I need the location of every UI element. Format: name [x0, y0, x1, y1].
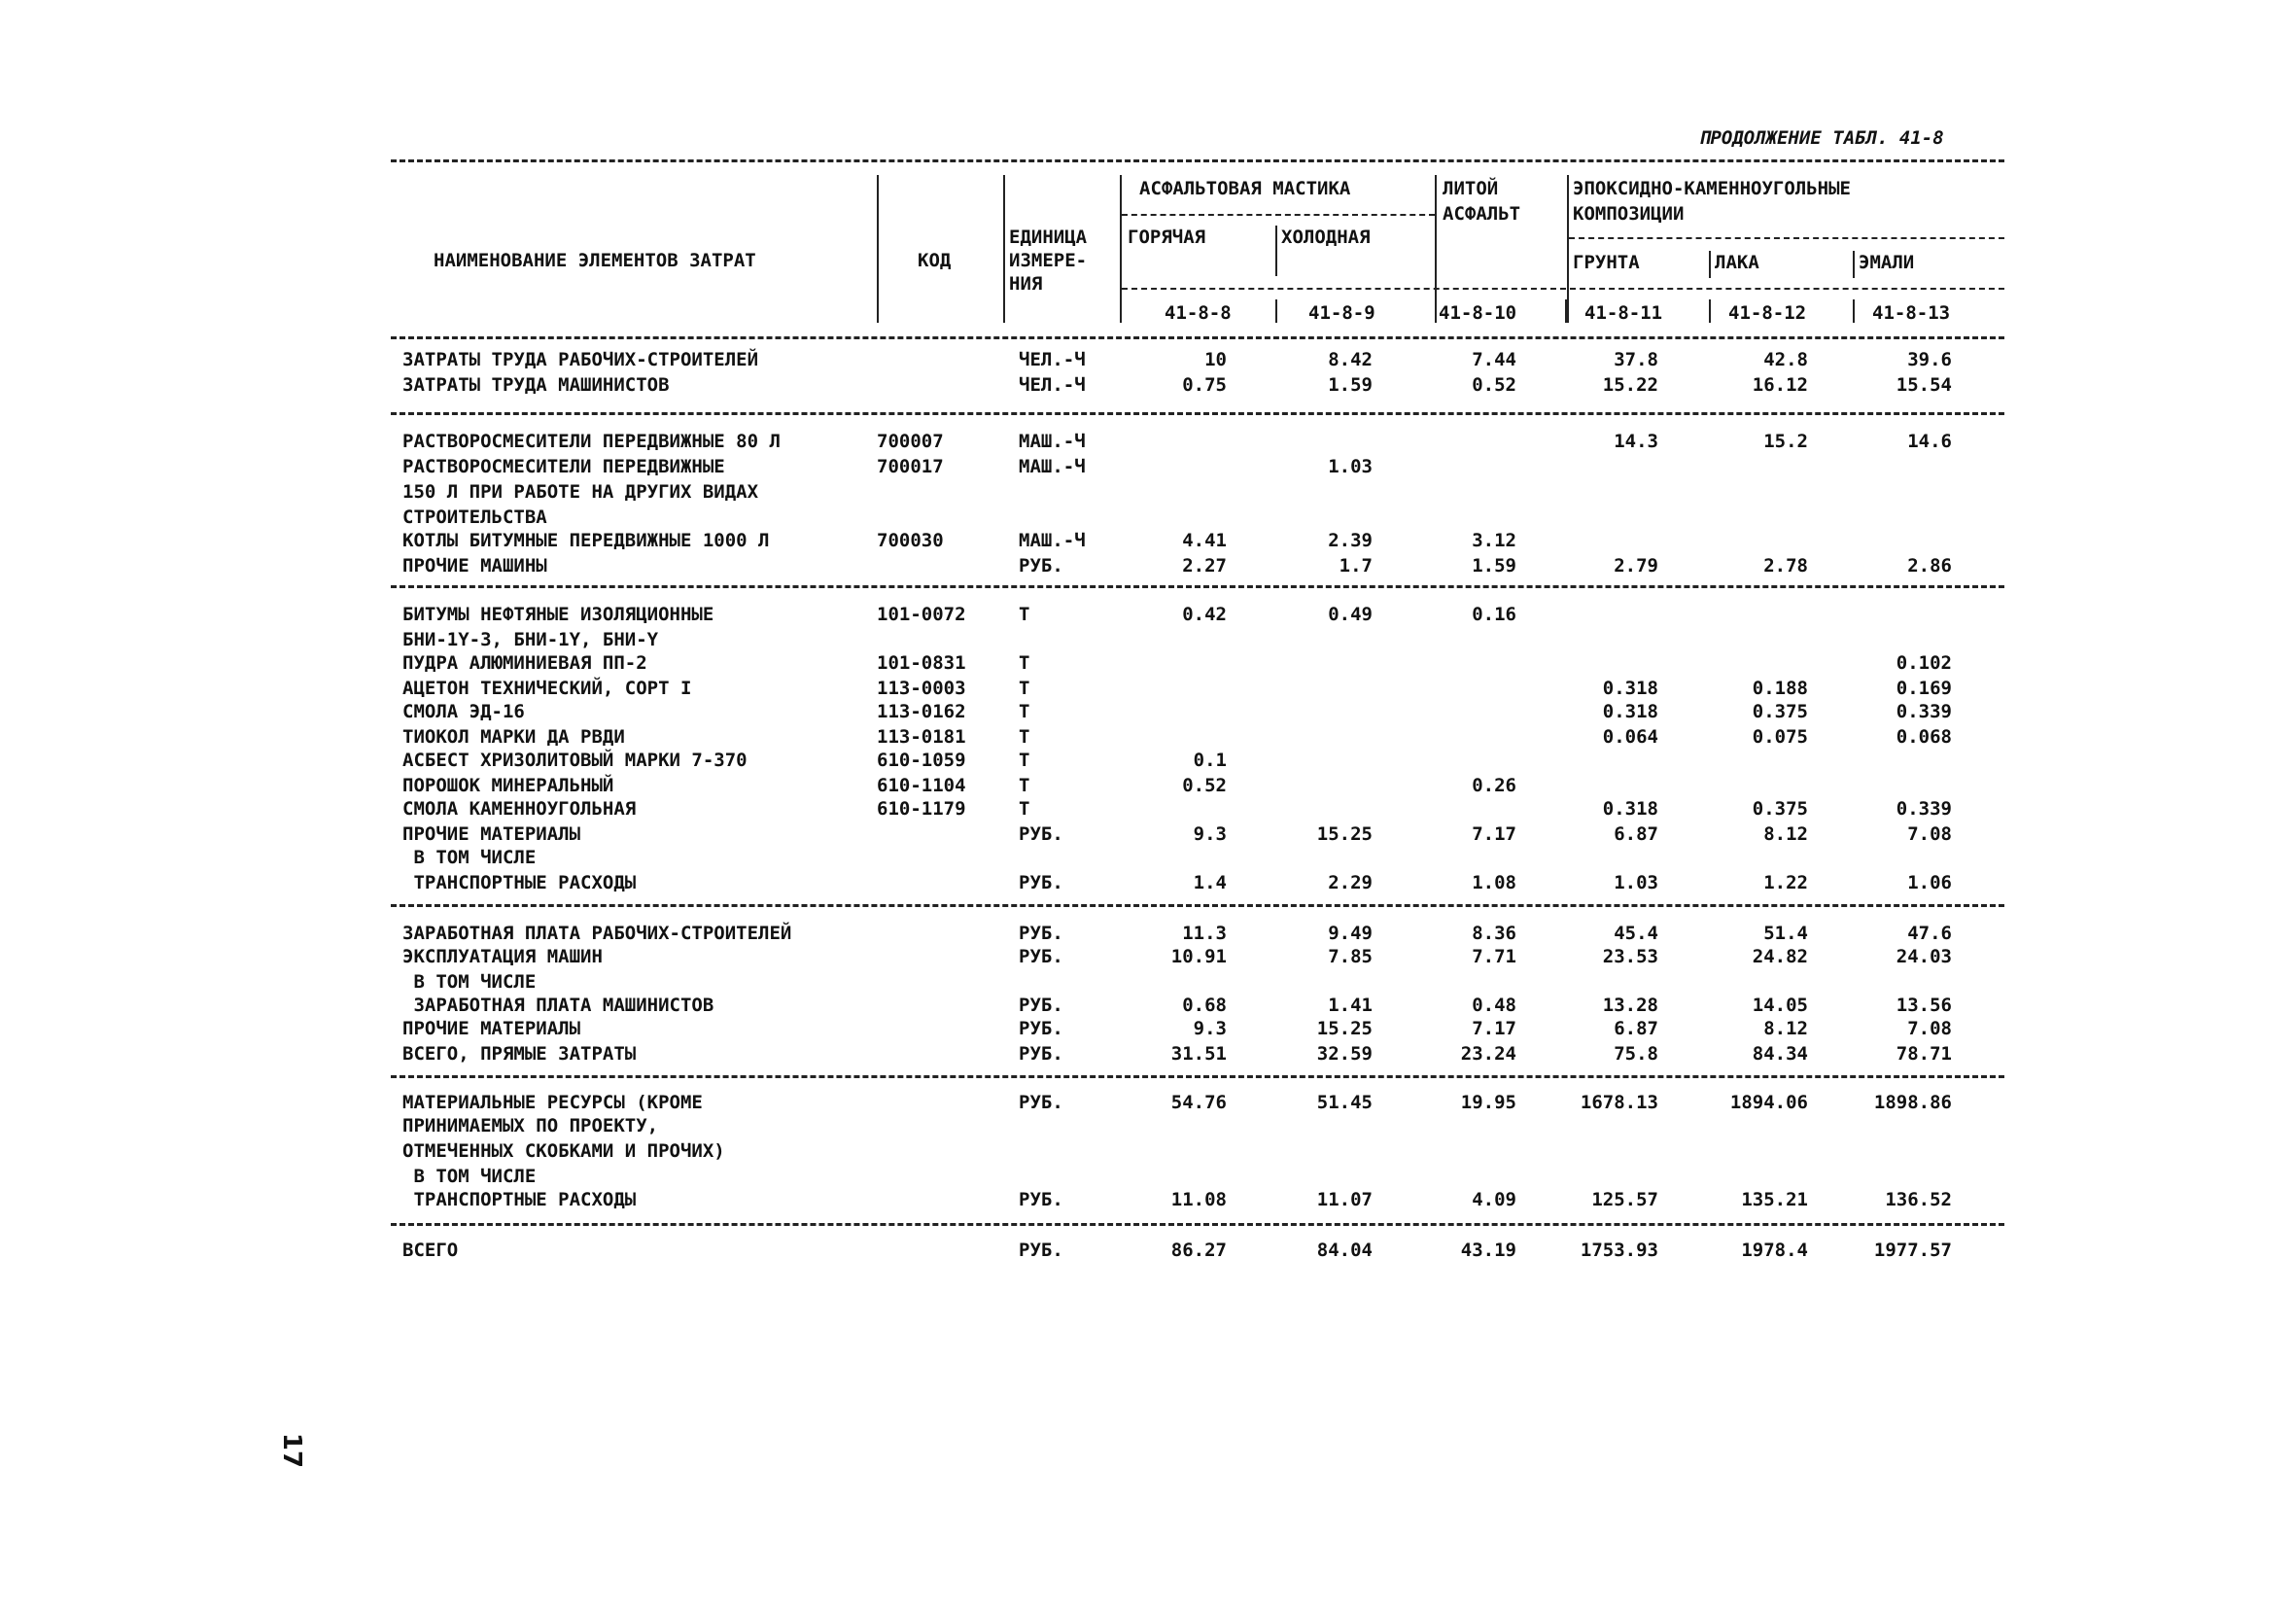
row-value-41-8-8: 0.42	[1182, 604, 1227, 625]
header-group-epoxy-line2: КОМПОЗИЦИИ	[1573, 203, 1685, 225]
row-value-41-8-13: 78.71	[1896, 1043, 1952, 1065]
row-value-41-8-9: 2.29	[1328, 872, 1373, 893]
row-value-41-8-12: 84.34	[1752, 1043, 1808, 1065]
header-separator-asphalt-cast	[1435, 175, 1437, 323]
header-separator-code-unit	[1003, 175, 1005, 323]
row-value-41-8-10: 3.12	[1472, 530, 1516, 551]
row-unit: РУБ.	[1019, 823, 1063, 845]
row-value-41-8-12: 8.12	[1763, 823, 1808, 845]
row-value-41-8-8: 31.51	[1170, 1043, 1227, 1065]
row-name: РАСТВОРОСМЕСИТЕЛИ ПЕРЕДВИЖНЫЕ 80 Л	[402, 431, 781, 452]
row-unit: Т	[1019, 701, 1030, 722]
row-value-41-8-10: 0.48	[1472, 995, 1516, 1016]
header-separator-lacquer-enamel	[1853, 251, 1855, 278]
row-value-41-8-11: 13.28	[1602, 995, 1658, 1016]
continuation-label: ПРОДОЛЖЕНИЕ ТАБЛ. 41-8	[1699, 127, 1944, 149]
row-code: 610-1179	[877, 798, 966, 820]
row-name: ВСЕГО	[402, 1240, 459, 1261]
row-name: ПРОЧИЕ МАШИНЫ	[402, 555, 547, 577]
row-value-41-8-13: 136.52	[1885, 1189, 1952, 1210]
row-value-41-8-9: 84.04	[1316, 1240, 1373, 1261]
row-name: ТРАНСПОРТНЫЕ РАСХОДЫ	[402, 1189, 637, 1210]
row-value-41-8-11: 0.318	[1602, 798, 1658, 820]
row-unit: Т	[1019, 652, 1030, 674]
row-value-41-8-11: 23.53	[1602, 946, 1658, 967]
header-group-cast-asphalt-line1: ЛИТОЙ	[1443, 178, 1499, 199]
row-value-41-8-13: 47.6	[1907, 923, 1952, 944]
row-unit: РУБ.	[1019, 1092, 1063, 1113]
row-value-41-8-11: 2.79	[1614, 555, 1658, 577]
row-name: АСБЕСТ ХРИЗОЛИТОВЫЙ МАРКИ 7-370	[402, 750, 748, 771]
section-rule-5	[391, 1223, 2004, 1226]
row-value-41-8-13: 0.339	[1896, 798, 1952, 820]
row-value-41-8-10: 1.59	[1472, 555, 1516, 577]
row-value-41-8-11: 125.57	[1591, 1189, 1658, 1210]
row-value-41-8-13: 7.08	[1907, 1018, 1952, 1039]
row-value-41-8-13: 7.08	[1907, 823, 1952, 845]
row-code: 700007	[877, 431, 944, 452]
row-code: 113-0162	[877, 701, 966, 722]
code-separator-3	[1709, 299, 1711, 323]
row-value-41-8-8: 10.91	[1170, 946, 1227, 967]
row-value-41-8-10: 0.16	[1472, 604, 1516, 625]
row-value-41-8-12: 14.05	[1752, 995, 1808, 1016]
row-value-41-8-12: 15.2	[1763, 431, 1808, 452]
header-code-41-8-11: 41-8-11	[1584, 302, 1663, 324]
row-name: СМОЛА ЭД-16	[402, 701, 525, 722]
row-value-41-8-8: 9.3	[1193, 823, 1227, 845]
header-code-41-8-8: 41-8-8	[1165, 302, 1232, 324]
row-value-41-8-8: 10	[1204, 349, 1227, 370]
row-value-41-8-11: 37.8	[1614, 349, 1658, 370]
row-value-41-8-13: 0.339	[1896, 701, 1952, 722]
row-value-41-8-9: 8.42	[1328, 349, 1373, 370]
row-name: ПУДРА АЛЮМИНИЕВАЯ ПП-2	[402, 652, 647, 674]
header-separator-hot-cold	[1275, 226, 1277, 276]
section-rule-3	[391, 904, 2004, 907]
row-value-41-8-12: 0.375	[1752, 701, 1808, 722]
row-unit: ЧЕЛ.-Ч	[1019, 349, 1086, 370]
row-value-41-8-12: 2.78	[1763, 555, 1808, 577]
row-value-41-8-9: 15.25	[1316, 823, 1373, 845]
row-code: 101-0072	[877, 604, 966, 625]
row-unit: ЧЕЛ.-Ч	[1019, 374, 1086, 396]
row-value-41-8-11: 6.87	[1614, 1018, 1658, 1039]
row-value-41-8-10: 7.71	[1472, 946, 1516, 967]
row-value-41-8-11: 0.318	[1602, 678, 1658, 699]
row-name: ЭКСПЛУАТАЦИЯ МАШИН	[402, 946, 603, 967]
header-separator-unit-asphalt	[1120, 175, 1122, 323]
row-value-41-8-9: 7.85	[1328, 946, 1373, 967]
row-value-41-8-11: 75.8	[1614, 1043, 1658, 1065]
row-unit: РУБ.	[1019, 555, 1063, 577]
row-unit: РУБ.	[1019, 1240, 1063, 1261]
row-value-41-8-13: 1898.86	[1873, 1092, 1952, 1113]
row-code: 113-0181	[877, 726, 966, 748]
header-separator-name-code	[877, 175, 879, 323]
row-value-41-8-11: 0.318	[1602, 701, 1658, 722]
row-value-41-8-13: 1977.57	[1873, 1240, 1952, 1261]
section-rule-2	[391, 585, 2004, 588]
row-value-41-8-12: 8.12	[1763, 1018, 1808, 1039]
row-code: 610-1104	[877, 775, 966, 796]
row-value-41-8-10: 7.44	[1472, 349, 1516, 370]
row-code: 101-0831	[877, 652, 966, 674]
row-value-41-8-8: 9.3	[1193, 1018, 1227, 1039]
row-name: ВСЕГО, ПРЯМЫЕ ЗАТРАТЫ	[402, 1043, 637, 1065]
row-name: ТИОКОЛ МАРКИ ДА РВДИ	[402, 726, 625, 748]
header-sub-hot: ГОРЯЧАЯ	[1128, 227, 1206, 248]
row-name: КОТЛЫ БИТУМНЫЕ ПЕРЕДВИЖНЫЕ 1000 Л	[402, 530, 770, 551]
code-separator-2	[1565, 299, 1567, 323]
row-value-41-8-9: 1.03	[1328, 456, 1373, 477]
row-value-41-8-8: 1.4	[1193, 872, 1227, 893]
row-value-41-8-10: 1.08	[1472, 872, 1516, 893]
section-rule-4	[391, 1075, 2004, 1078]
row-name: РАСТВОРОСМЕСИТЕЛИ ПЕРЕДВИЖНЫЕ	[402, 456, 725, 477]
row-value-41-8-8: 54.76	[1170, 1092, 1227, 1113]
row-unit: РУБ.	[1019, 1189, 1063, 1210]
row-name: ЗАРАБОТНАЯ ПЛАТА РАБОЧИХ-СТРОИТЕЛЕЙ	[402, 923, 792, 944]
row-name: В ТОМ ЧИСЛЕ	[402, 1166, 537, 1187]
row-value-41-8-13: 14.6	[1907, 431, 1952, 452]
row-value-41-8-13: 0.068	[1896, 726, 1952, 748]
row-value-41-8-10: 19.95	[1460, 1092, 1516, 1113]
row-value-41-8-10: 43.19	[1460, 1240, 1516, 1261]
header-name-column: НАИМЕНОВАНИЕ ЭЛЕМЕНТОВ ЗАТРАТ	[434, 250, 756, 271]
row-name: АЦЕТОН ТЕХНИЧЕСКИЙ, СОРТ I	[402, 678, 692, 699]
row-value-41-8-9: 1.59	[1328, 374, 1373, 396]
row-unit: МАШ.-Ч	[1019, 431, 1086, 452]
header-separator-cast-epoxy	[1567, 175, 1569, 323]
row-value-41-8-13: 2.86	[1907, 555, 1952, 577]
row-value-41-8-12: 135.21	[1741, 1189, 1808, 1210]
row-value-41-8-10: 7.17	[1472, 823, 1516, 845]
row-value-41-8-9: 51.45	[1316, 1092, 1373, 1113]
header-separator-primer-lacquer	[1709, 251, 1711, 278]
page-number: 17	[277, 1432, 307, 1469]
row-value-41-8-8: 0.1	[1193, 750, 1227, 771]
row-value-41-8-8: 0.52	[1182, 775, 1227, 796]
row-value-41-8-11: 6.87	[1614, 823, 1658, 845]
row-value-41-8-13: 0.169	[1896, 678, 1952, 699]
row-name: ЗАРАБОТНАЯ ПЛАТА МАШИНИСТОВ	[402, 995, 714, 1016]
header-unit-column-line2: ИЗМЕРЕ-	[1009, 250, 1088, 271]
row-unit: Т	[1019, 726, 1030, 748]
row-code: 610-1059	[877, 750, 966, 771]
row-value-41-8-10: 7.17	[1472, 1018, 1516, 1039]
row-unit: Т	[1019, 678, 1030, 699]
row-name: ПОРОШОК МИНЕРАЛЬНЫЙ	[402, 775, 614, 796]
row-value-41-8-13: 0.102	[1896, 652, 1952, 674]
row-name: ОТМЕЧЕННЫХ СКОБКАМИ И ПРОЧИХ)	[402, 1140, 725, 1162]
row-value-41-8-13: 39.6	[1907, 349, 1952, 370]
header-sub-lacquer: ЛАКА	[1715, 252, 1759, 273]
row-value-41-8-8: 11.08	[1170, 1189, 1227, 1210]
code-separator-1	[1275, 299, 1277, 323]
header-code-41-8-12: 41-8-12	[1728, 302, 1807, 324]
header-rule-epoxy	[1569, 237, 2004, 239]
header-code-41-8-9: 41-8-9	[1308, 302, 1375, 324]
header-code-column: КОД	[918, 250, 952, 271]
row-value-41-8-11: 15.22	[1602, 374, 1658, 396]
row-value-41-8-10: 0.52	[1472, 374, 1516, 396]
row-value-41-8-11: 0.064	[1602, 726, 1658, 748]
row-unit: МАШ.-Ч	[1019, 530, 1086, 551]
header-sub-primer: ГРУНТА	[1573, 252, 1640, 273]
row-name: ТРАНСПОРТНЫЕ РАСХОДЫ	[402, 872, 637, 893]
row-value-41-8-12: 1.22	[1763, 872, 1808, 893]
row-value-41-8-8: 0.68	[1182, 995, 1227, 1016]
row-unit: РУБ.	[1019, 1018, 1063, 1039]
row-name: ПРИНИМАЕМЫХ ПО ПРОЕКТУ,	[402, 1115, 659, 1136]
header-group-epoxy-line1: ЭПОКСИДНО-КАМЕННОУГОЛЬНЫЕ	[1573, 178, 1851, 199]
header-rule-asphalt	[1122, 214, 1435, 216]
row-unit: Т	[1019, 604, 1030, 625]
row-name: В ТОМ ЧИСЛЕ	[402, 847, 537, 868]
row-name: ПРОЧИЕ МАТЕРИАЛЫ	[402, 823, 581, 845]
header-sub-enamel: ЭМАЛИ	[1859, 252, 1915, 273]
row-value-41-8-10: 4.09	[1472, 1189, 1516, 1210]
row-value-41-8-10: 0.26	[1472, 775, 1516, 796]
row-name: БНИ-1Y-3, БНИ-1Y, БНИ-Y	[402, 629, 659, 650]
row-value-41-8-13: 24.03	[1896, 946, 1952, 967]
row-value-41-8-11: 1753.93	[1580, 1240, 1658, 1261]
header-code-41-8-10: 41-8-10	[1439, 302, 1517, 324]
row-value-41-8-8: 2.27	[1182, 555, 1227, 577]
row-unit: РУБ.	[1019, 872, 1063, 893]
row-value-41-8-12: 1978.4	[1741, 1240, 1808, 1261]
row-name: 150 Л ПРИ РАБОТЕ НА ДРУГИХ ВИДАХ	[402, 481, 759, 503]
row-code: 113-0003	[877, 678, 966, 699]
code-separator-4	[1853, 299, 1855, 323]
row-value-41-8-11: 45.4	[1614, 923, 1658, 944]
row-value-41-8-9: 2.39	[1328, 530, 1373, 551]
row-value-41-8-12: 0.188	[1752, 678, 1808, 699]
header-rule-codes	[1122, 288, 2004, 290]
row-name: ЗАТРАТЫ ТРУДА МАШИНИСТОВ	[402, 374, 670, 396]
row-unit: Т	[1019, 750, 1030, 771]
row-unit: Т	[1019, 798, 1030, 820]
row-value-41-8-12: 0.075	[1752, 726, 1808, 748]
row-value-41-8-8: 11.3	[1182, 923, 1227, 944]
row-value-41-8-9: 1.7	[1339, 555, 1373, 577]
row-name: МАТЕРИАЛЬНЫЕ РЕСУРСЫ (КРОМЕ	[402, 1092, 703, 1113]
row-value-41-8-9: 11.07	[1316, 1189, 1373, 1210]
row-value-41-8-9: 9.49	[1328, 923, 1373, 944]
row-value-41-8-13: 13.56	[1896, 995, 1952, 1016]
row-value-41-8-12: 24.82	[1752, 946, 1808, 967]
row-code: 700017	[877, 456, 944, 477]
row-unit: РУБ.	[1019, 946, 1063, 967]
row-value-41-8-8: 86.27	[1170, 1240, 1227, 1261]
row-value-41-8-9: 15.25	[1316, 1018, 1373, 1039]
row-value-41-8-9: 1.41	[1328, 995, 1373, 1016]
row-value-41-8-11: 1678.13	[1580, 1092, 1658, 1113]
header-code-41-8-13: 41-8-13	[1872, 302, 1951, 324]
row-name: ПРОЧИЕ МАТЕРИАЛЫ	[402, 1018, 581, 1039]
row-unit: РУБ.	[1019, 995, 1063, 1016]
section-rule-1	[391, 412, 2004, 415]
row-name: ЗАТРАТЫ ТРУДА РАБОЧИХ-СТРОИТЕЛЕЙ	[402, 349, 759, 370]
row-value-41-8-12: 1894.06	[1729, 1092, 1808, 1113]
row-value-41-8-13: 15.54	[1896, 374, 1952, 396]
row-name: БИТУМЫ НЕФТЯНЫЕ ИЗОЛЯЦИОННЫЕ	[402, 604, 714, 625]
row-code: 700030	[877, 530, 944, 551]
row-value-41-8-9: 0.49	[1328, 604, 1373, 625]
header-bottom-rule	[391, 336, 2004, 339]
header-unit-column-line3: НИЯ	[1009, 273, 1043, 295]
row-value-41-8-12: 51.4	[1763, 923, 1808, 944]
row-name: СМОЛА КАМЕННОУГОЛЬНАЯ	[402, 798, 637, 820]
row-name: В ТОМ ЧИСЛЕ	[402, 971, 537, 993]
row-value-41-8-11: 1.03	[1614, 872, 1658, 893]
row-value-41-8-12: 42.8	[1763, 349, 1808, 370]
row-name: СТРОИТЕЛЬСТВА	[402, 507, 547, 528]
header-sub-cold: ХОЛОДНАЯ	[1281, 227, 1371, 248]
header-unit-column-line1: ЕДИНИЦА	[1009, 227, 1088, 248]
row-value-41-8-10: 8.36	[1472, 923, 1516, 944]
header-group-cast-asphalt-line2: АСФАЛЬТ	[1443, 203, 1521, 225]
table-top-rule	[391, 159, 2004, 162]
row-value-41-8-10: 23.24	[1460, 1043, 1516, 1065]
row-value-41-8-8: 0.75	[1182, 374, 1227, 396]
row-unit: РУБ.	[1019, 923, 1063, 944]
row-unit: Т	[1019, 775, 1030, 796]
row-value-41-8-12: 16.12	[1752, 374, 1808, 396]
row-value-41-8-13: 1.06	[1907, 872, 1952, 893]
row-value-41-8-8: 4.41	[1182, 530, 1227, 551]
row-value-41-8-9: 32.59	[1316, 1043, 1373, 1065]
row-unit: МАШ.-Ч	[1019, 456, 1086, 477]
header-group-asphalt-mastic: АСФАЛЬТОВАЯ МАСТИКА	[1139, 178, 1351, 199]
row-value-41-8-12: 0.375	[1752, 798, 1808, 820]
row-unit: РУБ.	[1019, 1043, 1063, 1065]
row-value-41-8-11: 14.3	[1614, 431, 1658, 452]
